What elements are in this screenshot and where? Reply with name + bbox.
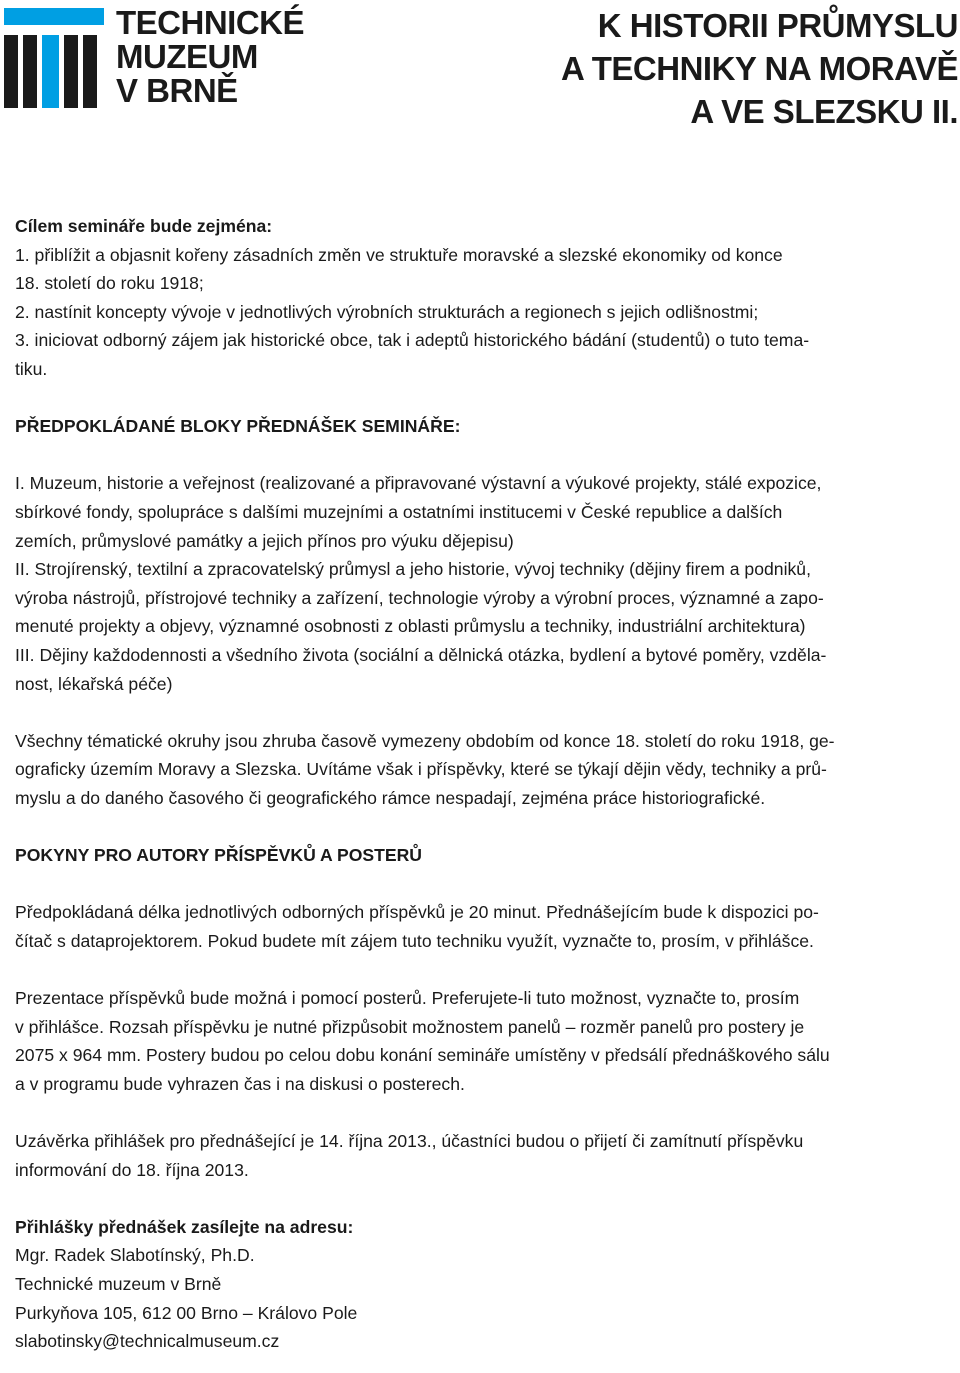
aims-item: 1. přiblížit a objasnit kořeny zásadních změn ve struktuře moravské a slezské ekonomiky od konce [15,244,783,265]
title-line: A TECHNIKY NA MORAVĚ [560,50,958,87]
contact-email[interactable]: slabotinsky@technicalmuseum.cz [15,1331,280,1352]
logo-wordmark [116,6,304,108]
authors-line: čítač s dataprojektorem. Pokud budete mít zájem tuto techniku využít, vyznačte to, prosím, v přihlášce. [15,930,814,951]
authors-line: a v programu bude vyhrazen čas i na diskusi o posterech. [15,1073,465,1094]
blocks-line: menuté projekty a objevy, významné osobnosti z oblasti průmyslu a techniky, industriální architektura) [15,616,806,637]
scope-line: Všechny tématické okruhy jsou zhruba časově vymezeny obdobím od konce 18. století do roku 1918, ge- [15,730,835,751]
logo-line: V BRNĚ [116,72,238,109]
logo-line: MUZEUM [116,38,258,75]
blocks-line: výroba nástrojů, přístrojové techniky a zařízení, technologie výroby a výrobní proces, významné a zapo- [15,587,824,608]
scope-line: myslu a do daného časového či geografického rámce nespadají, zejména práce historiografické. [15,787,766,808]
authors-line: Předpokládaná délka jednotlivých odborných příspěvků je 20 minut. Přednášejícím bude k dispozici po- [15,902,819,923]
blocks-line: II. Strojírenský, textilní a zpracovatelský průmysl a jeho historie, vývoj techniky (dějiny firem a podniků, [15,559,811,580]
authors-heading: POKYNY PRO AUTORY PŘÍSPĚVKŮ A POSTERŮ [15,845,423,866]
authors-line: Prezentace příspěvků bude možná i pomocí posterů. Preferujete-li tuto možnost, vyznačte to, prosím [15,988,800,1009]
authors-line: informování do 18. října 2013. [15,1159,249,1180]
authors-line: Uzávěrka přihlášek pro přednášející je 14. října 2013., účastníci budou o přijetí či zamítnutí příspěvku [15,1131,804,1151]
aims-item: 3. iniciovat odborný zájem jak historické obce, tak i adeptů historického bádání (studentů) o tuto tema- [15,330,810,351]
blocks-heading: PŘEDPOKLÁDANÉ BLOKY PŘEDNÁŠEK SEMINÁŘE: [15,416,461,437]
aims-item: tiku. [15,358,48,379]
logo-line: TECHNICKÉ [116,4,305,41]
blocks-line: sbírkové fondy, spolupráce s dalšími muzejními a ostatními institucemi v České republice a dalších [15,501,783,522]
blocks-line: zemích, průmyslové památky a jejich přínos pro výuku dějepisu) [15,530,514,551]
contact-address: Purkyňova 105, 612 00 Brno – Královo Pole [15,1302,358,1323]
contact-heading: Přihlášky přednášek zasílejte na adresu: [15,1216,354,1237]
contact-name: Mgr. Radek Slabotínský, Ph.D. [15,1245,255,1266]
blocks-line: I. Muzeum, historie a veřejnost (realizované a připravované výstavní a výukové projekty, stálé expozice, [15,473,822,494]
museum-logo-icon [4,8,106,108]
blocks-line: nost, lékařská péče) [15,673,173,694]
title-line: K HISTORII PRŮMYSLU [597,7,958,44]
authors-line: v přihlášce. Rozsah příspěvku je nutné přizpůsobit možnostem panelů – rozměr panelů pro postery je [15,1016,805,1037]
contact-org: Technické muzeum v Brně [15,1273,222,1294]
page-title [561,4,958,133]
blocks-line: III. Dějiny každodennosti a všedního života (sociální a dělnická otázka, bydlení a bytové poměry, vzděla- [15,644,827,665]
museum-logo [4,8,106,113]
title-line: A VE SLEZSKU II. [690,93,958,130]
aims-item: 2. nastínit koncepty vývoje v jednotlivých výrobních strukturách a regionech s jejich odlišnostmi; [15,301,759,322]
document-body [15,212,950,1356]
scope-line: ograficky územím Moravy a Slezska. Uvítáme však i příspěvky, které se týkají dějin vědy, techniky a prů- [15,759,827,780]
aims-item: 18. století do roku 1918; [15,273,204,294]
authors-line: 2075 x 964 mm. Postery budou po celou dobu konání semináře umístěny v předsálí přednáškového sálu [15,1045,830,1066]
aims-heading: Cílem semináře bude zejména: [15,216,273,236]
